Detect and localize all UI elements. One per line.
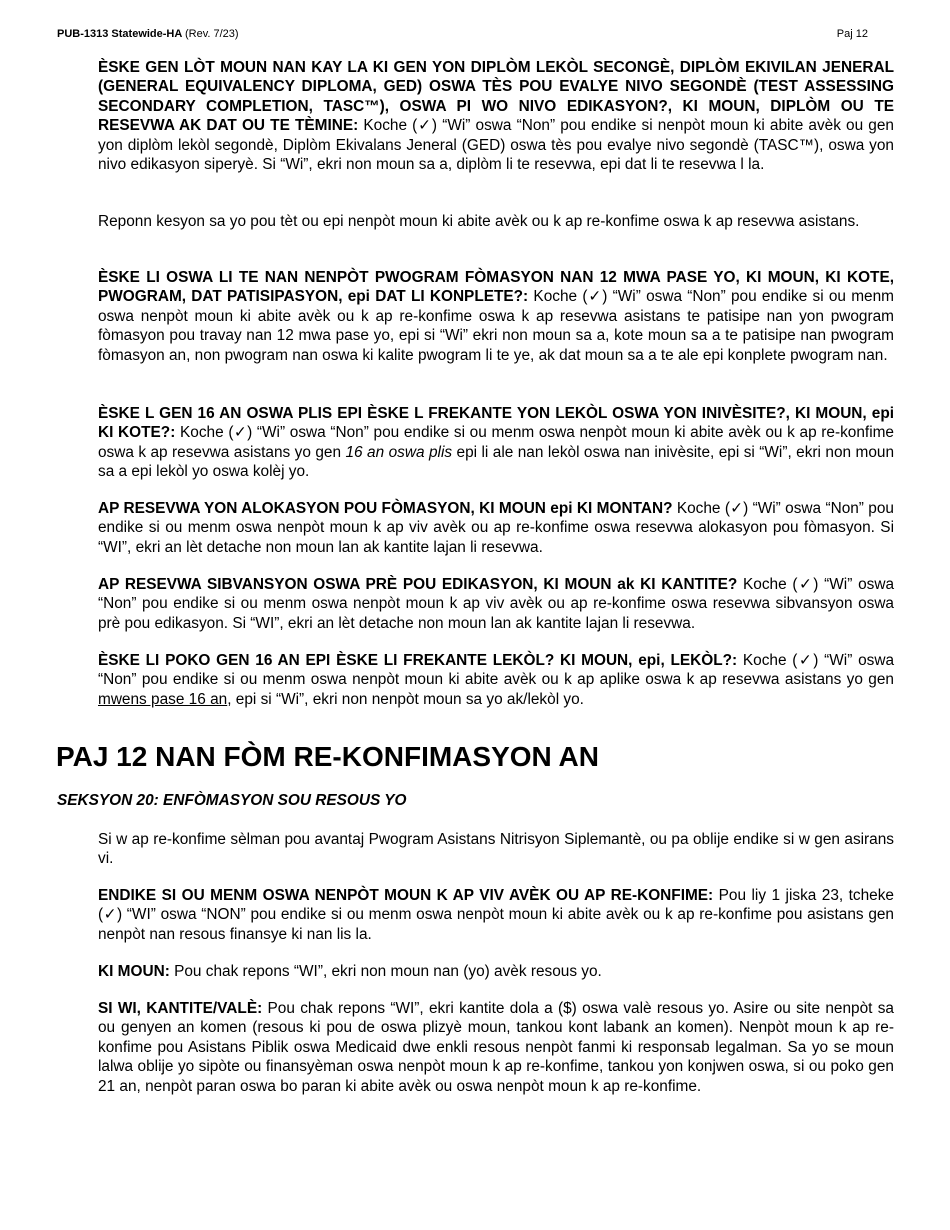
- section-title: SEKSYON 20: ENFÒMASYON SOU RESOUS YO: [57, 792, 407, 809]
- paragraph-answer-instructions: Reponn kesyon sa yo pou tèt ou epi nenpòt moun ki abite avèk ou k ap re-konfime oswa k ap resevwa asistans.: [98, 213, 860, 230]
- form-revision: (Rev. 7/23): [184, 28, 239, 40]
- paragraph-training-program: ÈSKE LI OSWA LI TE NAN NENPÒT PWOGRAM FÒMASYON NAN 12 MWA PASE YO, KI MOUN, KI KOTE, PWOGRAM, DAT PATISIPASYON, epi DAT LI KONPLETE?: Koche (✓) “Wi” oswa “Non” pou endike si ou menm oswa nenpòt moun ki abite avèk ou k ap re-konfime oswa k ap resevwa asistans te patisipe nan yon pwogram fòmasyon pou travay nan 12 mwa pase yo, epi si “Wi” ekri non moun sa a, kote moun sa a te patisipe nan pwogram fòmasyon an, non pwogram nan oswa ki kalite pwogram li te ye, ak dat moun sa a te ale epi konplete pwogram nan.: [98, 269, 894, 364]
- paragraph-who: KI MOUN: Pou chak repons “WI”, ekri non moun nan (yo) avèk resous yo.: [98, 963, 602, 980]
- page-header: [57, 28, 893, 44]
- paragraph-training-allowance: AP RESEVWA YON ALOKASYON POU FÒMASYON, KI MOUN epi KI MONTAN? Koche (✓) “Wi” oswa “Non” pou endike si ou menm oswa nenpòt moun k ap viv avèk ou ap re-konfime oswa resevwa alokasyon pou fòmasyon. Si “WI”, ekri an lèt detache non moun lan ak kantite lajan li resevwa.: [98, 500, 894, 556]
- paragraph-indicate-resources: ENDIKE SI OU MENM OSWA NENPÒT MOUN K AP VIV AVÈK OU AP RE-KONFIME: Pou liy 1 jiska 23, tcheke (✓) “WI” oswa “NON” pou endike si ou menm oswa nenpòt moun ki abite avèk ou k ap re-konfime pou asistans gen nenpòt nan resous finansye ki nan lis la.: [98, 887, 894, 943]
- paragraph-snap-life-insurance: Si w ap re-konfime sèlman pou avantaj Pwogram Asistans Nitrisyon Siplemantè, ou pa oblije endike si w gen asirans vi.: [98, 831, 894, 868]
- paragraph-education-grants: AP RESEVWA SIBVANSYON OSWA PRÈ POU EDIKASYON, KI MOUN ak KI KANTITE? Koche (✓) “Wi” oswa “Non” pou endike si ou menm oswa nenpòt moun k ap viv avèk ou ap re-konfime oswa resevwa sibvansyon oswa prè pou edikasyon. Si “WI”, ekri an lèt detache non moun lan ak kantite lajan li resevwa.: [98, 576, 895, 632]
- paragraph-amount-value: SI WI, KANTITE/VALÈ: Pou chak repons “WI”, ekri kantite dola a ($) oswa valè resous yo. Asire ou site nenpòt sa ou genyen an komen (resous ki pou de oswa plizyè moun, tankou kont labank an komen). Nenpòt moun k ap re-konfime pou Asistans Piblik oswa Medicaid dwe enkli resous nenpòt fanmi ki responsab legalman. Sa yo se moun lalwa oblije yo sipòte ou finansyèman oswa nenpòt moun k ap re-konfime, tankou yon konjwen oswa, si ou poko gen 21 an, nenpòt paran oswa bo paran ki abite avèk ou oswa nenpòt moun k ap re-konfime.: [98, 1000, 894, 1095]
- form-id: PUB-1313 Statewide-HA (Rev. 7/23): [57, 28, 239, 40]
- paragraph-under-16-school: ÈSKE LI POKO GEN 16 AN EPI ÈSKE LI FREKANTE LEKÒL? KI MOUN, epi, LEKÒL?: Koche (✓) “Wi” oswa “Non” pou endike si ou menm oswa nenpòt moun ki abite avèk ou k ap aplike oswa k ap resevwa asistans yo gen mwens pase 16 an, epi si “Wi”, ekri non nenpòt moun sa yo ak/lekòl yo.: [98, 652, 895, 708]
- paragraph-school-16-plus: ÈSKE L GEN 16 AN OSWA PLIS EPI ÈSKE L FREKANTE YON LEKÒL OSWA YON INIVÈSITE?, KI MOUN, epi KI KOTE?: Koche (✓) “Wi” oswa “Non” pou endike si ou menm oswa nenpòt moun ki abite avèk ou k ap re-konfime oswa k ap resevwa asistans yo gen 16 an oswa plis epi li ale nan lekòl oswa nan inivèsite, epi si “Wi”, ekri non moun sa a epi lekòl yo oswa kolèj yo.: [98, 405, 895, 481]
- page-title: PAJ 12 NAN FÒM RE-KONFIMASYON AN: [56, 741, 599, 772]
- paragraph-diploma: ÈSKE GEN LÒT MOUN NAN KAY LA KI GEN YON DIPLÒM LEKÒL SECONGÈ, DIPLÒM EKIVILAN JENERAL (GENERAL EQUIVALENCY DIPLOMA, GED) OSWA TÈS POU EVALYE NIVO SEGONDÈ (TEST ASSESSING SECONDARY COMPLETION, TASC™), OSWA PI WO NIVO EDIKASYON?, KI MOUN, DIPLÒM OU TE RESEVWA AK DAT OU TE TÈMINE: Koche (✓) “Wi” oswa “Non” pou endike si nenpòt moun ki abite avèk ou gen yon diplòm lekòl segondè, Diplòm Ekivalans Jeneral (GED) oswa tès pou evalye nivo segondè (TASC™), oswa yon nivo edikasyon siperyè. Si “Wi”, ekri non moun sa a, diplòm li te resevwa, epi dat li te resevwa l la.: [98, 59, 894, 174]
- page-number: Paj 12: [836, 28, 868, 40]
